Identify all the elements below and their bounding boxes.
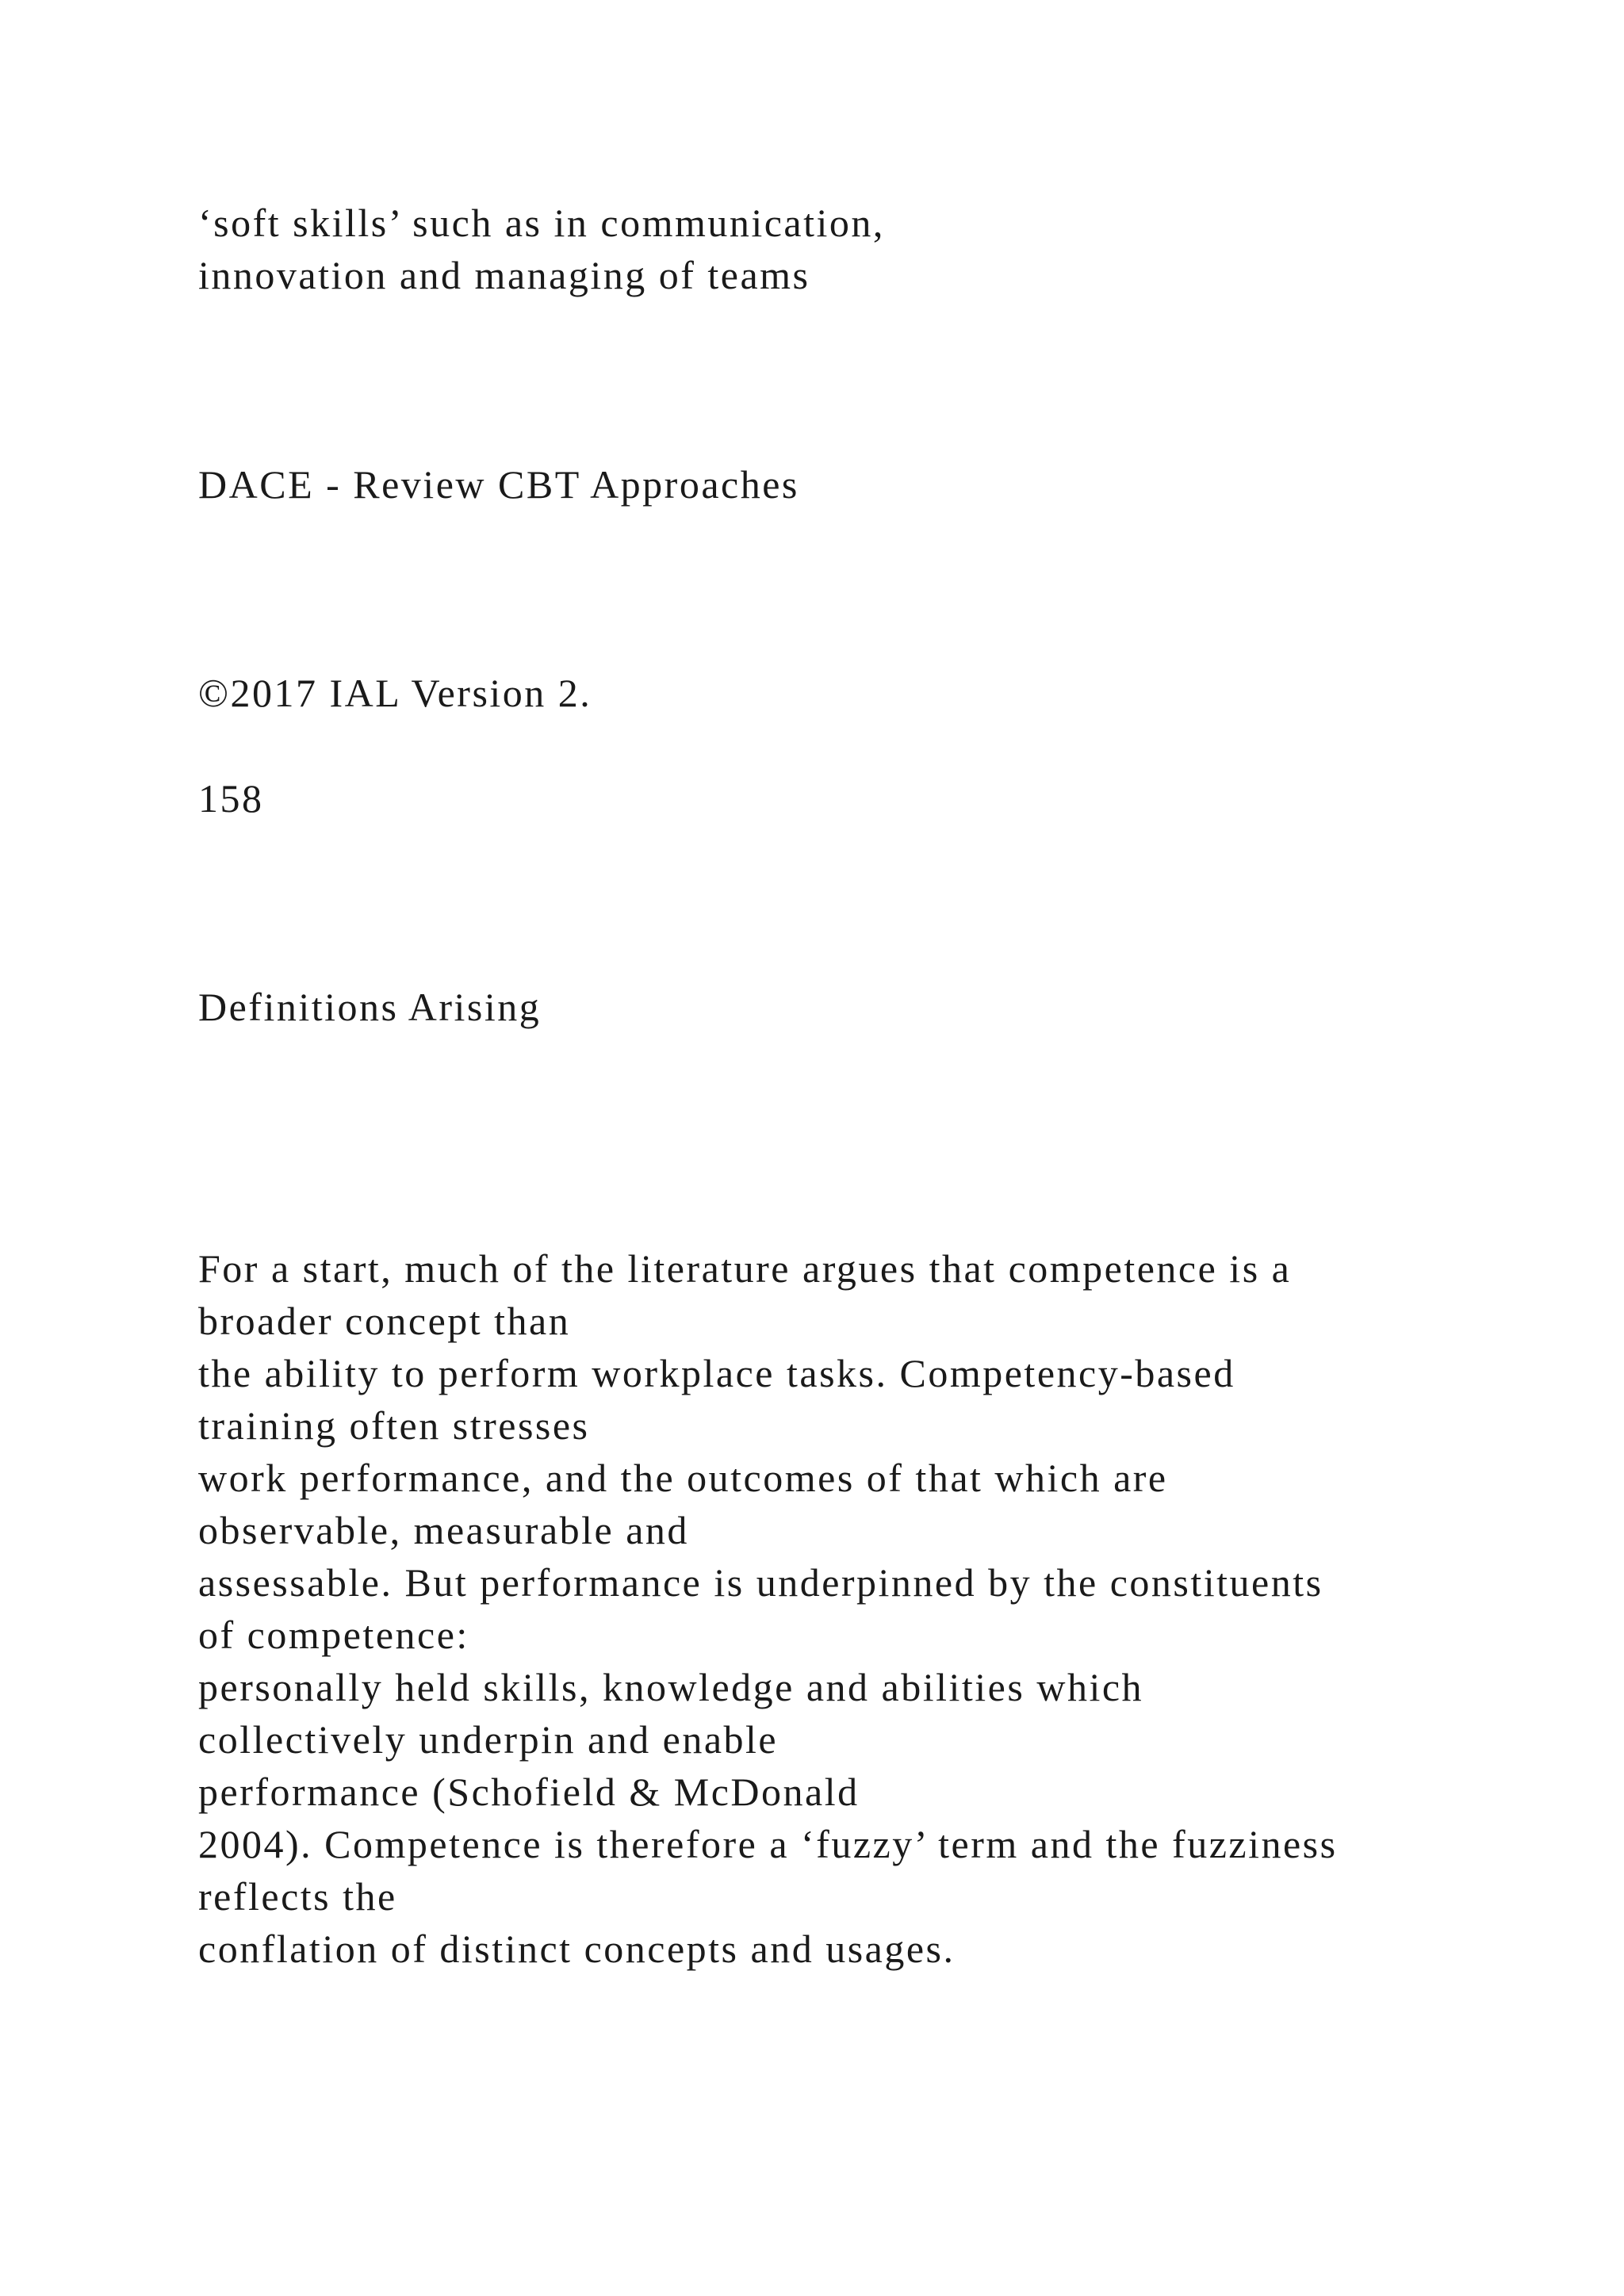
body-line: of competence: bbox=[198, 1613, 469, 1657]
body-line: assessable. But performance is underpinned by the constituents bbox=[198, 1560, 1323, 1605]
body-line: observable, measurable and bbox=[198, 1508, 689, 1552]
page-number: 158 bbox=[198, 776, 264, 821]
body-line: training often stresses bbox=[198, 1403, 590, 1448]
header-title: DACE - Review CBT Approaches bbox=[198, 462, 799, 507]
section-heading: Definitions Arising bbox=[198, 985, 542, 1029]
intro-line: ‘soft skills’ such as in communication, bbox=[198, 201, 885, 245]
intro-line: innovation and managing of teams bbox=[198, 253, 810, 297]
body-line: conflation of distinct concepts and usages. bbox=[198, 1927, 956, 1971]
body-line: 2004). Competence is therefore a ‘fuzzy’ term and the fuzziness bbox=[198, 1822, 1338, 1866]
body-line: performance (Schofield & McDonald bbox=[198, 1770, 860, 1814]
body-line: For a start, much of the literature argues that competence is a bbox=[198, 1246, 1292, 1291]
body-line: reflects the bbox=[198, 1874, 397, 1919]
copyright-notice: ©2017 IAL Version 2. bbox=[198, 671, 592, 715]
body-line: broader concept than bbox=[198, 1299, 571, 1343]
body-line: personally held skills, knowledge and abilities which bbox=[198, 1665, 1144, 1709]
body-line: collectively underpin and enable bbox=[198, 1717, 779, 1762]
body-line: work performance, and the outcomes of that which are bbox=[198, 1456, 1168, 1500]
body-line: the ability to perform workplace tasks. Competency-based bbox=[198, 1351, 1235, 1395]
